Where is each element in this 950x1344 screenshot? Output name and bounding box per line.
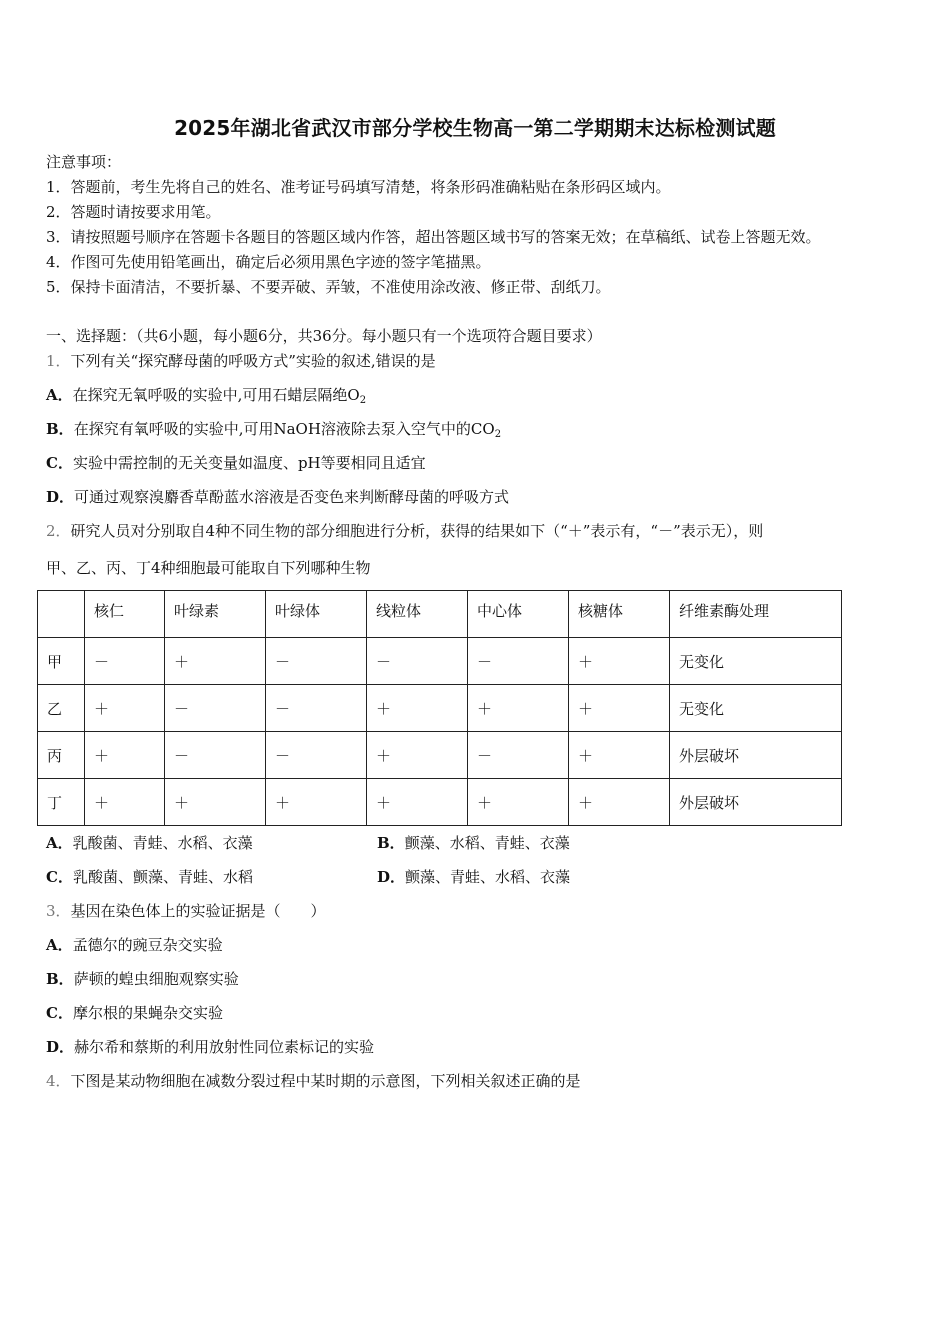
option-text: 孟德尔的豌豆杂交实验 (72, 936, 223, 954)
q1-option-b (46, 419, 501, 439)
table-cell: 外层破坏 (670, 732, 842, 779)
table-cell: ＋ (266, 779, 367, 826)
table-cell: ＋ (85, 732, 165, 779)
table-row (38, 638, 842, 685)
table-cell: － (165, 732, 266, 779)
table-cell: － (85, 638, 165, 685)
q1-option-d (46, 487, 509, 507)
table-cell: 无变化 (670, 638, 842, 685)
table-row (38, 685, 842, 732)
table-cell: － (266, 732, 367, 779)
q3-option-a (46, 935, 223, 955)
q3-option-c (46, 1003, 223, 1023)
option-letter: D． (46, 1038, 75, 1056)
table-row (38, 732, 842, 779)
table-cell: ＋ (85, 779, 165, 826)
table-header-cell: 纤维素酶处理 (670, 591, 842, 638)
option-letter: B． (46, 420, 74, 438)
option-letter: A． (46, 834, 73, 852)
option-text: 可通过观察溴麝香草酚蓝水溶液是否变色来判断酵母菌的呼吸方式 (74, 488, 510, 506)
question-text: 下图是某动物细胞在减数分裂过程中某时期的示意图，下列相关叙述正确的是 (70, 1072, 581, 1090)
question-2-stem-continued: 甲、乙、丙、丁4种细胞最可能取自下列哪种生物 (46, 559, 371, 577)
option-letter: D． (46, 488, 75, 506)
cell-analysis-table (37, 590, 842, 826)
q2-option-c (46, 867, 253, 887)
table-cell: 外层破坏 (670, 779, 842, 826)
table-cell: ＋ (569, 685, 670, 732)
table-cell: － (266, 685, 367, 732)
table-cell: ＋ (367, 779, 468, 826)
option-text: 摩尔根的果蝇杂交实验 (72, 1004, 223, 1022)
subscript: 2 (494, 429, 502, 440)
table-cell: ＋ (367, 732, 468, 779)
table-cell: 丁 (38, 779, 85, 826)
table-header-cell: 叶绿体 (266, 591, 367, 638)
notice-item: 1．答题前，考生先将自己的姓名、准考证号码填写清楚，将条形码准确粘贴在条形码区域内。 (46, 178, 671, 196)
question-number: 1． (46, 352, 71, 370)
table-cell: 无变化 (670, 685, 842, 732)
section-heading: 一、选择题：（共6小题，每小题6分，共36分。每小题只有一个选项符合题目要求） (46, 327, 602, 345)
question-1-stem (46, 351, 436, 371)
q1-option-a (46, 385, 366, 405)
option-letter: D． (377, 868, 406, 886)
table-cell: － (266, 638, 367, 685)
table-cell: ＋ (468, 779, 569, 826)
option-text: 实验中需控制的无关变量如温度、pH等要相同且适宜 (72, 454, 426, 472)
table-cell: ＋ (569, 779, 670, 826)
question-number: 2． (46, 522, 71, 540)
question-text: 下列有关“探究酵母菌的呼吸方式”实验的叙述,错误的是 (70, 352, 436, 370)
option-letter: A． (46, 936, 73, 954)
option-letter: C． (46, 1004, 73, 1022)
notice-heading: 注意事项： (46, 153, 122, 171)
table-header-cell: 核糖体 (569, 591, 670, 638)
question-3-stem (46, 901, 326, 921)
q1-option-c (46, 453, 426, 473)
q2-option-b (377, 833, 570, 853)
option-letter: B． (46, 970, 74, 988)
option-letter: C． (46, 868, 73, 886)
option-text: 颤藻、青蛙、水稻、衣藻 (405, 868, 571, 886)
option-text: 乳酸菌、青蛙、水稻、衣藻 (72, 834, 253, 852)
option-text: 赫尔希和蔡斯的利用放射性同位素标记的实验 (74, 1038, 375, 1056)
table-cell: － (367, 638, 468, 685)
option-text: 在探究有氧呼吸的实验中,可用NaOH溶液除去泵入空气中的CO (73, 420, 495, 438)
table-header-cell: 叶绿素 (165, 591, 266, 638)
q2-option-a (46, 833, 253, 853)
notice-item: 5．保持卡面清洁，不要折暴、不要弄破、弄皱，不准使用涂改液、修正带、刮纸刀。 (46, 278, 611, 296)
option-text: 颤藻、水稻、青蛙、衣藻 (404, 834, 570, 852)
q3-option-d (46, 1037, 374, 1057)
question-4-stem (46, 1071, 581, 1091)
table-cell: － (165, 685, 266, 732)
table-cell: － (468, 732, 569, 779)
table-cell: － (468, 638, 569, 685)
option-letter: A． (46, 386, 73, 404)
table-row (38, 779, 842, 826)
table-cell: ＋ (85, 685, 165, 732)
notice-item: 3．请按照题号顺序在答题卡各题目的答题区域内作答，超出答题区域书写的答案无效；在草稿纸、试卷上答题无效。 (46, 228, 821, 246)
table-header-cell: 中心体 (468, 591, 569, 638)
question-number: 3． (46, 902, 71, 920)
table-cell: 乙 (38, 685, 85, 732)
option-text: 乳酸菌、颤藻、青蛙、水稻 (72, 868, 253, 886)
table-cell: ＋ (165, 779, 266, 826)
table-header-cell: 线粒体 (367, 591, 468, 638)
page-title: 2025年湖北省武汉市部分学校生物高一第二学期期末达标检测试题 (174, 116, 776, 140)
table-cell: ＋ (569, 732, 670, 779)
table-header-cell (38, 591, 85, 638)
notice-item: 2．答题时请按要求用笔。 (46, 203, 221, 221)
table-cell: ＋ (367, 685, 468, 732)
question-number: 4． (46, 1072, 71, 1090)
q3-option-b (46, 969, 239, 989)
option-text: 萨顿的蝗虫细胞观察实验 (73, 970, 239, 988)
table-header-row (38, 591, 842, 638)
option-text: 在探究无氧呼吸的实验中,可用石蜡层隔绝O (72, 386, 360, 404)
question-2-stem (46, 521, 763, 541)
table-cell: ＋ (569, 638, 670, 685)
subscript: 2 (359, 395, 367, 406)
table-cell: ＋ (468, 685, 569, 732)
question-text: 研究人员对分别取自4种不同生物的部分细胞进行分析，获得的结果如下（“＋”表示有，“－”表示无），则 (70, 522, 764, 540)
q2-option-d (377, 867, 570, 887)
option-letter: B． (377, 834, 405, 852)
table-header-cell: 核仁 (85, 591, 165, 638)
table-cell: 丙 (38, 732, 85, 779)
table-cell: ＋ (165, 638, 266, 685)
question-text: 基因在染色体上的实验证据是（ ） (70, 902, 326, 920)
option-letter: C． (46, 454, 73, 472)
notice-item: 4．作图可先使用铅笔画出，确定后必须用黑色字迹的签字笔描黑。 (46, 253, 491, 271)
table-cell: 甲 (38, 638, 85, 685)
